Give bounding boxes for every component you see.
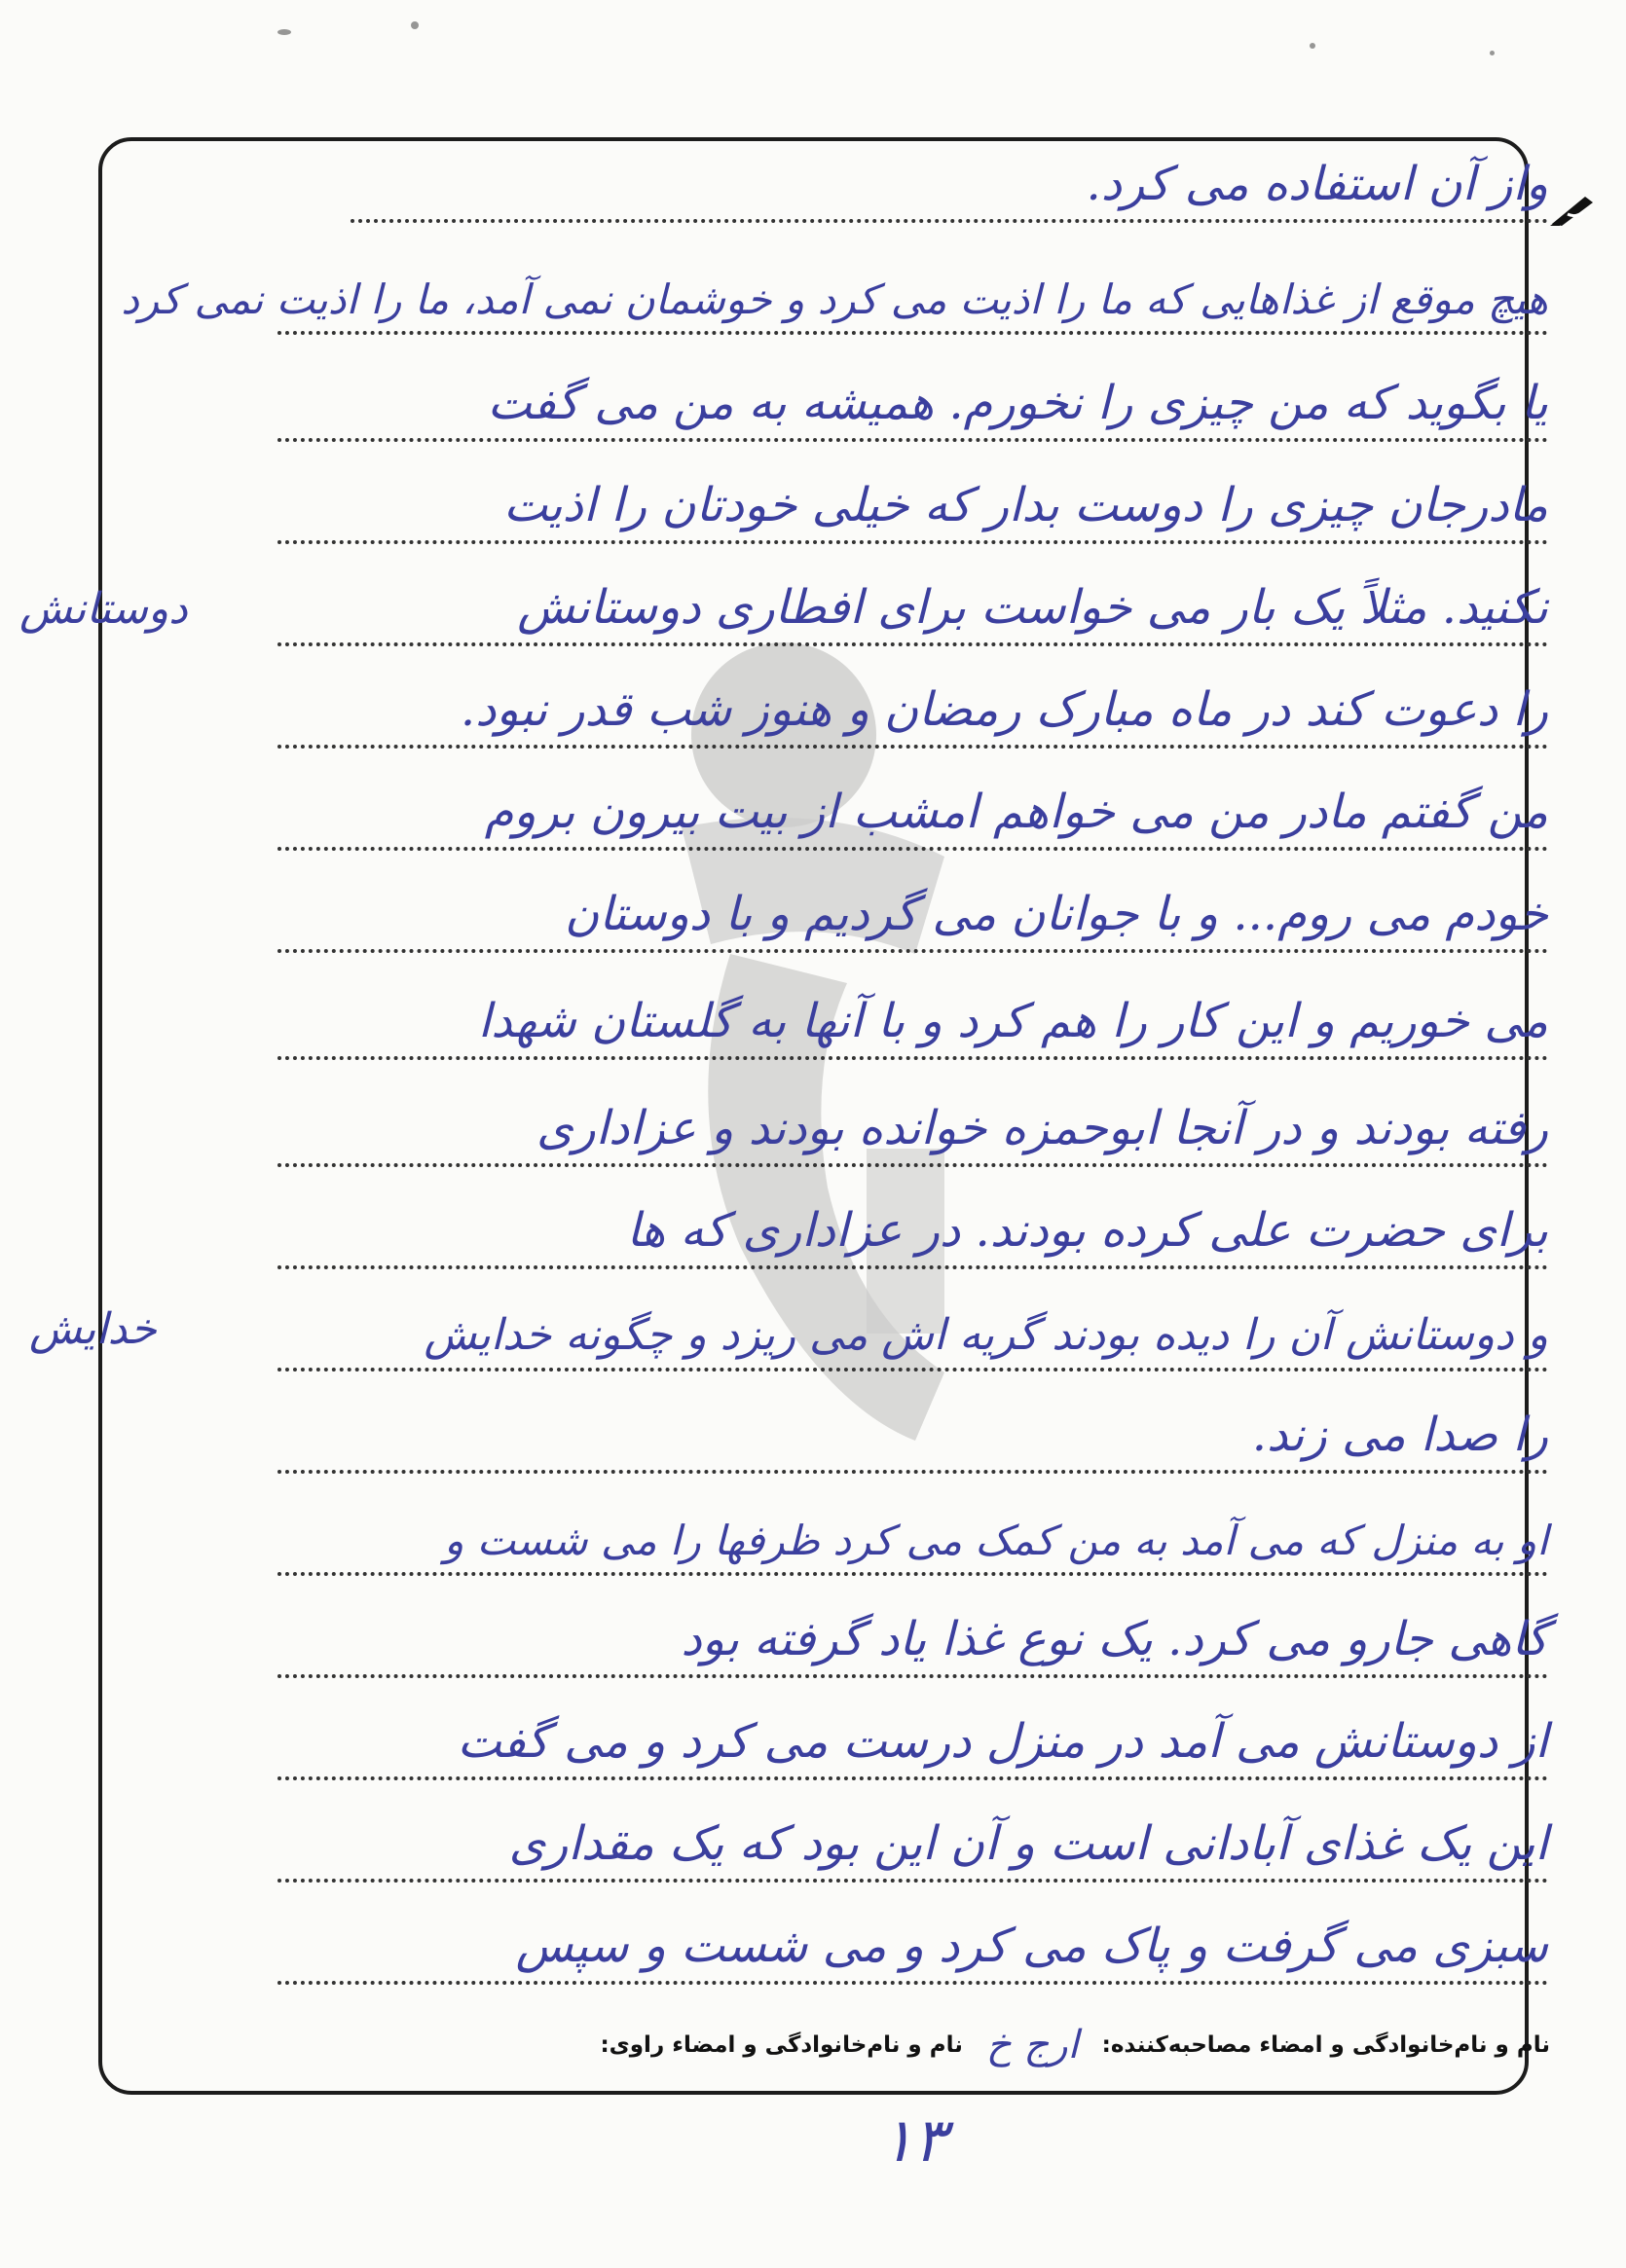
ruled-line	[277, 647, 1548, 749]
margin-note: خدایش	[29, 1304, 157, 1354]
scan-speck	[1310, 43, 1315, 49]
margin-note: دوستانش	[19, 584, 188, 634]
ruled-line	[277, 1372, 1548, 1474]
handwritten-text-line: می خوریم و این کار را هم کرد و با آنها به گلستان شهدا	[477, 994, 1548, 1048]
interviewer-signature: ارج خ	[985, 2023, 1079, 2067]
handwritten-text-line: این یک غذای آبادانی است و آن این بود که یک مقداری	[508, 1816, 1548, 1871]
handwritten-text-line: برای حضرت علی کرده بودند. در عزاداری که ها	[626, 1203, 1548, 1258]
handwritten-text-line: نکنید. مثلاً یک بار می خواست برای افطاری دوستانش	[517, 580, 1548, 635]
handwritten-text-line: او به منزل که می آمد به من کمک می کرد ظرفها را می شست و	[444, 1517, 1548, 1564]
handwritten-text-line: واز آن استفاده می کرد.	[1086, 157, 1548, 211]
narrator-label: نام و نام‌خانوادگی و امضاء راوی:	[600, 2032, 963, 2058]
ruled-line	[277, 852, 1548, 953]
handwritten-text-line: خودم می روم... و با جوانان می گردیم و با دوستان	[565, 887, 1548, 941]
pen-writing-icon	[1548, 191, 1597, 228]
handwritten-text-line: یا بگوید که من چیزی را نخورم. همیشه به من می گفت	[487, 376, 1548, 430]
ruled-line	[277, 341, 1548, 442]
handwritten-text-line: سبزی می گرفت و پاک می کرد و می شست و سپس	[515, 1919, 1548, 1973]
page-number: ۱۳	[881, 2104, 946, 2176]
handwritten-text-line: را صدا می زند.	[1251, 1408, 1548, 1462]
handwritten-text-line: هیچ موقع از غذاهایی که ما را اذیت می کرد و خوشمان نمی آمد، ما را اذیت نمی کرد	[121, 275, 1548, 323]
scan-speck	[277, 29, 291, 35]
signature-footer	[600, 2023, 1550, 2067]
ruled-line	[277, 1577, 1548, 1678]
handwritten-text-line: من گفتم مادر من می خواهم امشب از بیت بیرون بروم	[484, 785, 1548, 839]
ruled-line	[277, 1168, 1548, 1269]
handwritten-text-line: را دعوت کند در ماه مبارک رمضان و هنوز شب قدر نبود.	[460, 682, 1548, 737]
handwritten-text-line: و دوستانش آن را دیده بودند گریه اش می ریزد و چگونه خدایش	[424, 1310, 1548, 1360]
ruled-line	[277, 1270, 1548, 1372]
scan-speck	[1490, 51, 1495, 55]
ruled-line	[277, 443, 1548, 544]
scan-speck	[411, 21, 419, 29]
ruled-line	[277, 1884, 1548, 1985]
handwritten-text-line: مادرجان چیزی را دوست بدار که خیلی خودتان را اذیت	[503, 478, 1548, 532]
ruled-line	[277, 1781, 1548, 1883]
ruled-line	[277, 1679, 1548, 1780]
handwritten-text-line: گاهی جارو می کرد. یک نوع غذا یاد گرفته بود	[681, 1612, 1548, 1666]
ruled-line	[277, 1475, 1548, 1576]
ruled-line	[277, 1066, 1548, 1167]
ruled-line	[277, 750, 1548, 851]
ruled-line	[351, 122, 1548, 223]
ruled-line	[277, 959, 1548, 1060]
interviewer-label: نام و نام‌خانوادگی و امضاء مصاحبه‌کننده:	[1101, 2032, 1550, 2058]
handwritten-text-line: رفته بودند و در آنجا ابوحمزه خوانده بودند و عزاداری	[536, 1101, 1548, 1155]
ruled-line	[121, 234, 1548, 335]
handwritten-text-line: از دوستانش می آمد در منزل درست می کرد و می گفت	[457, 1714, 1548, 1769]
ruled-line	[277, 545, 1548, 646]
